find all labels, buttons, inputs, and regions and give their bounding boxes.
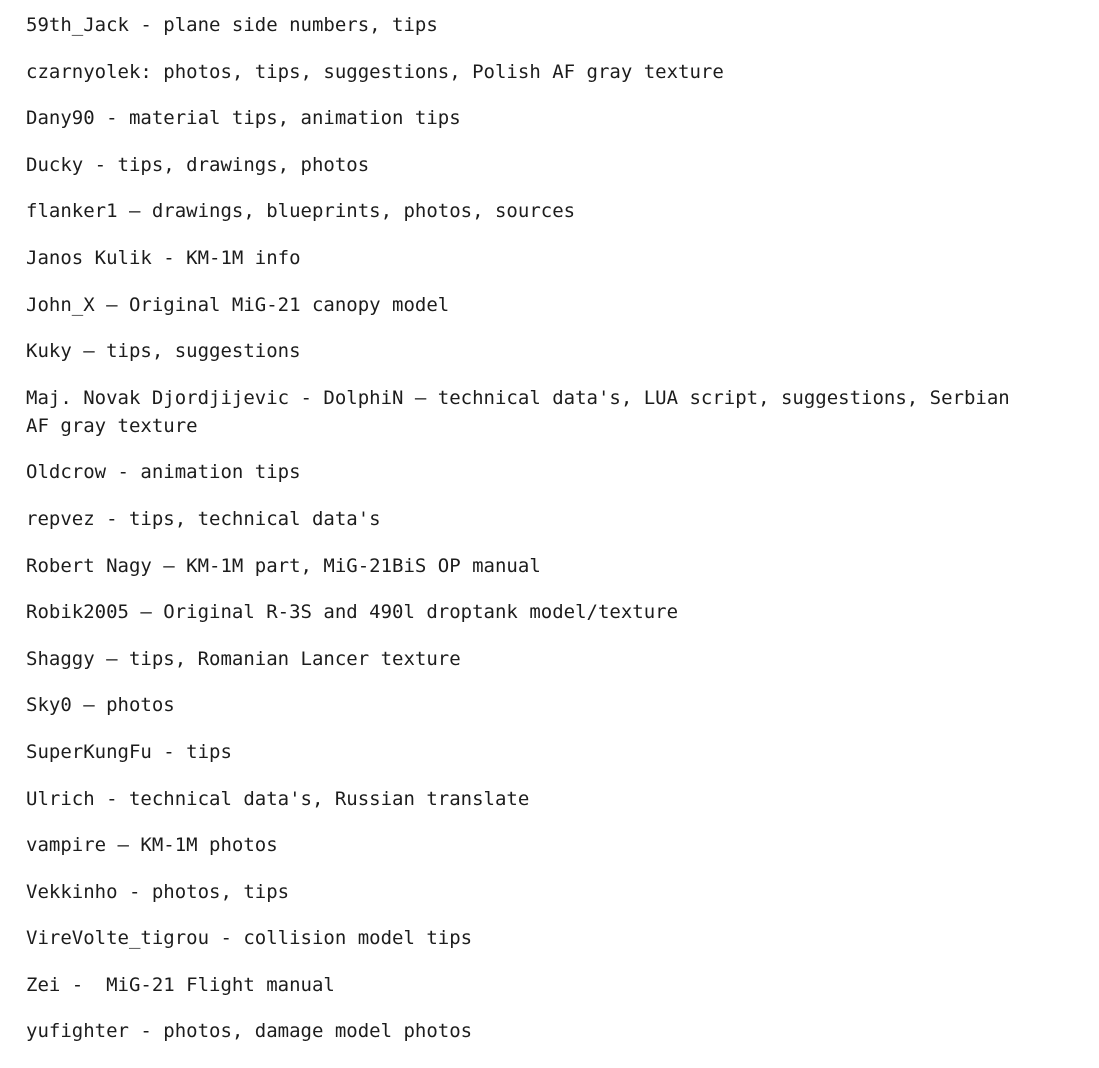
credit-line: Kuky – tips, suggestions [26,340,301,363]
credit-line: Oldcrow - animation tips [26,461,301,484]
credit-line: Sky0 – photos [26,694,175,717]
credit-line: Robik2005 – Original R-3S and 490l droptank model/texture [26,601,679,624]
credit-line: Vekkinho - photos, tips [26,880,290,903]
credit-line: Janos Kulik - KM-1M info [26,246,301,269]
credit-line: VireVolte_tigrou - collision model tips [26,927,473,950]
credit-line: flanker1 – drawings, blueprints, photos, sources [26,200,576,223]
credits-list [26,11,1026,1064]
credit-line: Ducky - tips, drawings, photos [26,153,370,176]
credit-line: czarnyolek: photos, tips, suggestions, Polish AF gray texture [26,60,724,83]
credit-line: repvez - tips, technical data's [26,507,381,530]
credit-line: yufighter - photos, damage model photos [26,1020,473,1043]
credit-line: Robert Nagy – KM-1M part, MiG-21BiS OP manual [26,554,541,577]
credit-line: Maj. Novak Djordjijevic - DolphiN – technical data's, LUA script, suggestions, Serbian AF gray texture [26,386,1022,437]
credit-line: Dany90 - material tips, animation tips [26,107,461,130]
credit-line: John_X – Original MiG-21 canopy model [26,293,450,316]
credit-line: Shaggy – tips, Romanian Lancer texture [26,647,461,670]
credit-line: Ulrich - technical data's, Russian translate [26,787,530,810]
credit-line: 59th_Jack - plane side numbers, tips [26,14,438,36]
credit-line: Zei - MiG-21 Flight manual [26,973,335,996]
credit-line: SuperKungFu - tips [26,740,232,763]
credit-line: vampire – KM-1M photos [26,834,278,857]
